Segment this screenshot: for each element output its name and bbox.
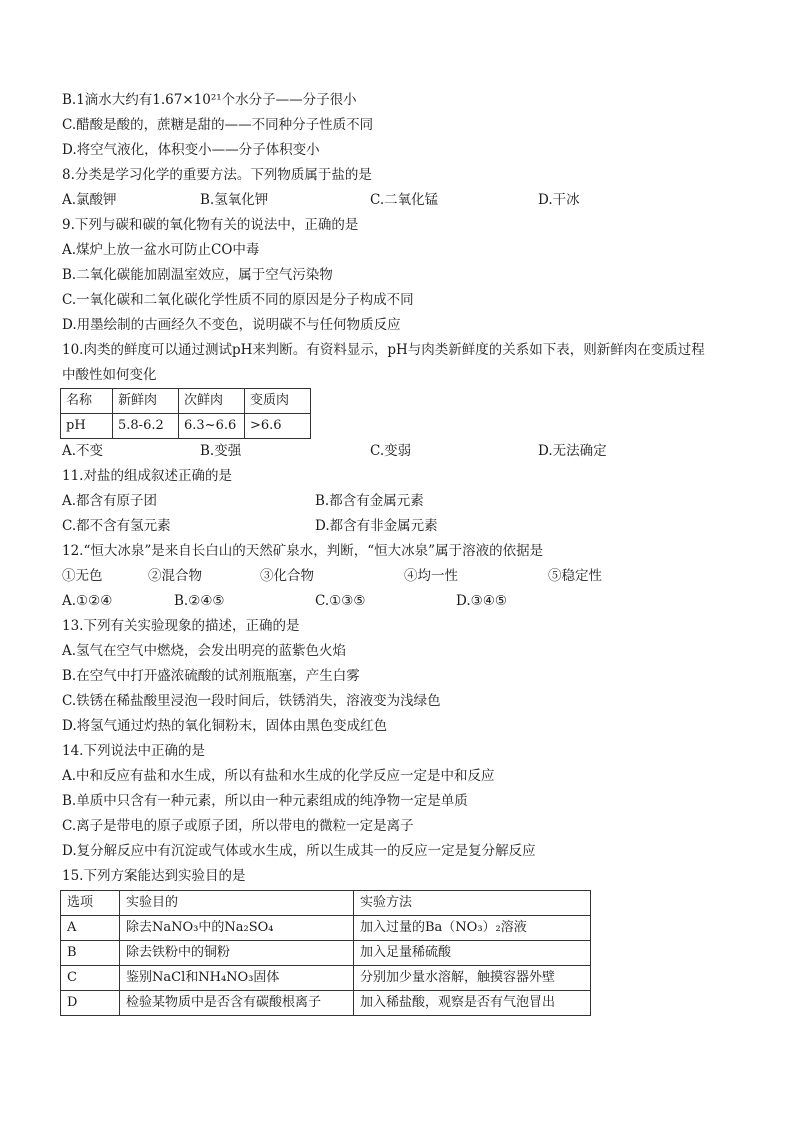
q11-options-row1 <box>62 489 742 514</box>
table-cell: 除去铁粉中的铜粉 <box>120 941 354 966</box>
q8-option-d: D.干冰 <box>538 192 580 208</box>
table-cell: 加入过量的Ba（NO₃）₂溶液 <box>354 916 591 941</box>
table-row <box>61 991 591 1016</box>
table-cell: D <box>61 991 120 1016</box>
q7-option-d: D.将空气液化，体积变小——分子体积变小 <box>62 142 320 158</box>
q10-options <box>62 439 742 464</box>
q14-option-c: C.离子是带电的原子或原子团，所以带电的微粒一定是离子 <box>62 818 414 834</box>
table-row <box>61 414 311 439</box>
q11-option-d: D.都含有非金属元素 <box>315 518 438 534</box>
q14-option-d: D.复分解反应中有沉淀或气体或水生成，所以生成其一的反应一定是复分解反应 <box>62 843 536 859</box>
table-cell: 实验方法 <box>354 891 591 916</box>
table-cell: pH <box>61 414 113 439</box>
table-cell: 分别加少量水溶解，触摸容器外壁 <box>354 966 591 991</box>
table-cell: 选项 <box>61 891 120 916</box>
q11-option-b: B.都含有金属元素 <box>315 493 424 509</box>
q13-option-d: D.将氢气通过灼热的氧化铜粉末，固体由黑色变成红色 <box>62 718 388 734</box>
table-cell: 变质肉 <box>245 389 311 414</box>
table-cell: 次鲜肉 <box>179 389 245 414</box>
q13-option-b: B.在空气中打开盛浓硫酸的试剂瓶瓶塞，产生白雾 <box>62 668 360 684</box>
table-cell: C <box>61 966 120 991</box>
q9-option-c: C.一氧化碳和二氧化碳化学性质不同的原因是分子构成不同 <box>62 292 414 308</box>
table-cell: B <box>61 941 120 966</box>
q10-option-a: A.不变 <box>62 443 104 459</box>
q12-option-d: D.③④⑤ <box>456 593 507 609</box>
q11-options-row2 <box>62 514 742 539</box>
table-cell: 除去NaNO₃中的Na₂SO₄ <box>120 916 354 941</box>
q10-option-d: D.无法确定 <box>538 443 607 459</box>
q8-option-a: A.氯酸钾 <box>62 192 117 208</box>
q9-stem: 9.下列与碳和碳的氧化物有关的说法中，正确的是 <box>62 217 359 233</box>
table-cell: 加入足量稀硫酸 <box>354 941 591 966</box>
table-cell: 6.3~6.6 <box>179 414 245 439</box>
q12-item-2: ②混合物 <box>148 568 202 584</box>
q12-option-c: C.①③⑤ <box>315 593 366 609</box>
table-cell: >6.6 <box>245 414 311 439</box>
q12-item-1: ①无色 <box>62 568 103 584</box>
q14-option-b: B.单质中只含有一种元素，所以由一种元素组成的纯净物一定是单质 <box>62 793 468 809</box>
q12-items <box>62 564 742 589</box>
q9-option-d: D.用墨绘制的古画经久不变色，说明碳不与任何物质反应 <box>62 317 401 333</box>
q13-option-c: C.铁锈在稀盐酸里浸泡一段时间后，铁锈消失，溶液变为浅绿色 <box>62 693 441 709</box>
q15-table <box>60 890 591 1016</box>
q14-stem: 14.下列说法中正确的是 <box>62 743 205 759</box>
q11-option-c: C.都不含有氢元素 <box>62 518 171 534</box>
q8-option-c: C.二氧化锰 <box>370 192 439 208</box>
q7-option-c: C.醋酸是酸的，蔗糖是甜的——不同种分子性质不同 <box>62 117 374 133</box>
q10-stem-line1: 10.肉类的鲜度可以通过测试pH来判断。有资料显示，pH与肉类新鲜度的关系如下表，则新鲜肉在变质过程 <box>62 342 705 358</box>
q12-option-b: B.②④⑤ <box>174 593 225 609</box>
q11-option-a: A.都含有原子团 <box>62 493 158 509</box>
table-row <box>61 916 591 941</box>
table-cell: 5.8-6.2 <box>113 414 179 439</box>
q12-item-5: ⑤稳定性 <box>548 568 602 584</box>
q12-item-4: ④均一性 <box>404 568 458 584</box>
q12-stem: 12.“恒大冰泉”是来自长白山的天然矿泉水，判断，“恒大冰泉”属于溶液的依据是 <box>62 543 544 559</box>
q10-option-c: C.变弱 <box>370 443 412 459</box>
table-header-row <box>61 389 311 414</box>
q9-option-b: B.二氧化碳能加剧温室效应，属于空气污染物 <box>62 267 333 283</box>
q10-option-b: B.变强 <box>200 443 242 459</box>
q9-option-a: A.煤炉上放一盆水可防止CO中毒 <box>62 242 260 258</box>
q13-option-a: A.氢气在空气中燃烧，会发出明亮的蓝紫色火焰 <box>62 643 347 659</box>
table-cell: 实验目的 <box>120 891 354 916</box>
q11-stem: 11.对盐的组成叙述正确的是 <box>62 468 232 484</box>
q15-stem: 15.下列方案能达到实验目的是 <box>62 868 246 884</box>
table-cell: 检验某物质中是否含有碳酸根离子 <box>120 991 354 1016</box>
table-cell: 加入稀盐酸，观察是否有气泡冒出 <box>354 991 591 1016</box>
table-row <box>61 966 591 991</box>
table-cell: 名称 <box>61 389 113 414</box>
q10-ph-table <box>60 388 311 439</box>
q8-option-b: B.氢氧化钾 <box>200 192 269 208</box>
table-cell: A <box>61 916 120 941</box>
table-cell: 新鲜肉 <box>113 389 179 414</box>
q10-stem-line2: 中酸性如何变化 <box>62 367 157 383</box>
q7-option-b: B.1滴水大约有1.67×10²¹个水分子——分子很小 <box>62 92 357 108</box>
q12-option-a: A.①②④ <box>62 593 113 609</box>
q14-option-a: A.中和反应有盐和水生成，所以有盐和水生成的化学反应一定是中和反应 <box>62 768 495 784</box>
q8-options <box>62 188 742 213</box>
q12-item-3: ③化合物 <box>260 568 314 584</box>
table-cell: 鉴别NaCl和NH₄NO₃固体 <box>120 966 354 991</box>
table-row <box>61 941 591 966</box>
exam-page <box>62 88 742 1017</box>
q12-options <box>62 589 742 614</box>
q8-stem: 8.分类是学习化学的重要方法。下列物质属于盐的是 <box>62 167 372 183</box>
q13-stem: 13.下列有关实验现象的描述，正确的是 <box>62 618 300 634</box>
table-header-row <box>61 891 591 916</box>
